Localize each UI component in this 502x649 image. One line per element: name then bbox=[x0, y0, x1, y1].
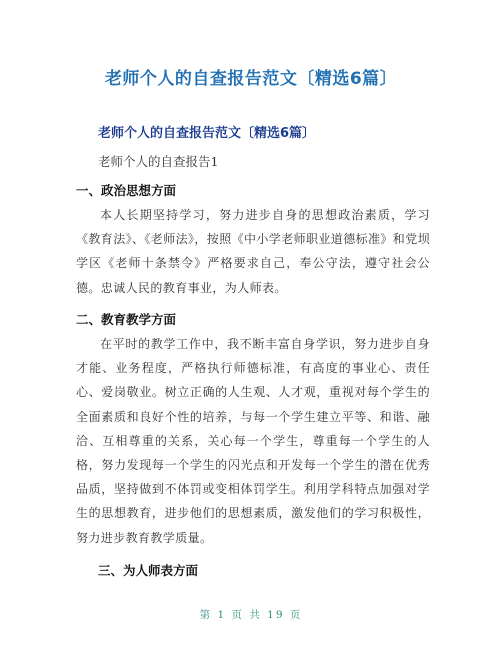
report-label: 老师个人的自查报告1 bbox=[98, 154, 219, 169]
document-title: 老师个人的自查报告范文〔精选6篇〕 bbox=[104, 69, 398, 89]
section-heading-politics: 一、政治思想方面 bbox=[76, 183, 177, 198]
document-subtitle: 老师个人的自查报告范文〔精选6篇〕 bbox=[98, 126, 316, 141]
section-heading-teaching: 二、教育教学方面 bbox=[76, 312, 177, 327]
section-heading-conduct: 三、为人师表方面 bbox=[98, 563, 199, 578]
page-footer: 第 1 页 共 19 页 bbox=[199, 609, 303, 621]
section-paragraph-teaching: 在平时的教学工作中，我不断丰富自身学识，努力进步自身才能、业务程度，严格执行师德标准，有高度的事业心、责任心、爱岗敬业。树立正确的人生观、人才观，重视对每个学生的全面素质和良好个性的培养，与每一个学生建立平等、和谐、融洽、互相尊重的关系，关心每一个学生，尊重每一个学生的人格，努力发现每一个学生的闪光点和开发每一个学生的潜在优秀品质，坚持做到不体罚或变相体罚学生。利用学科特点加强对学生的思想教育，进步他们的思想素质，激发他们的学习积极性，努力进步教育教学质量。 bbox=[76, 337, 430, 545]
section-paragraph-politics: 本人长期坚持学习，努力进步自身的思想政治素质，学习《教育法》、《老师法》，按照《中小学老师职业道德标准》和党坝学区《老师十条禁令》严格要求自己，奉公守法，遵守社会公德。忠诚人民的教育事业，为人师表。 bbox=[76, 208, 431, 295]
